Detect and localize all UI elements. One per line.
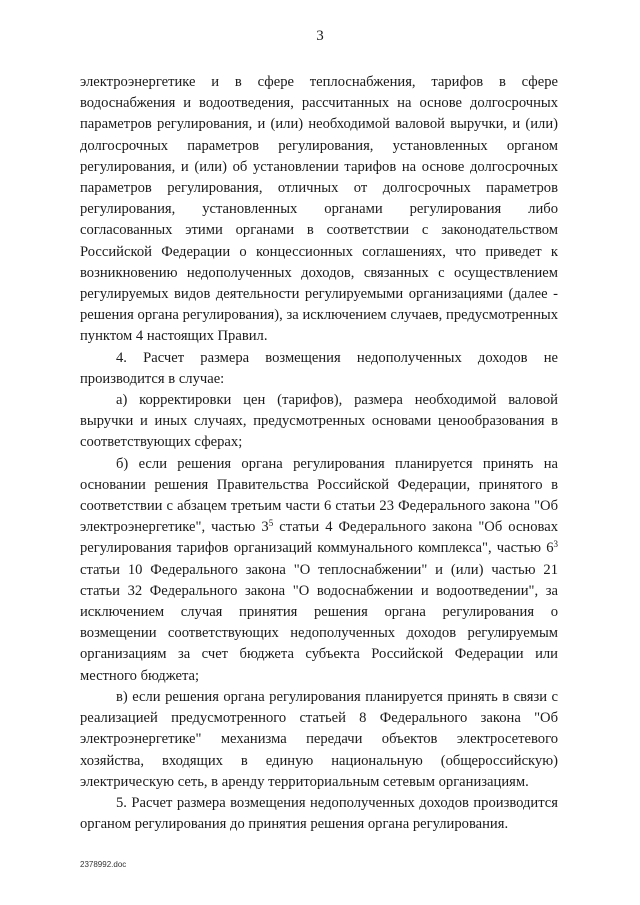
paragraph-text: статьи 10 Федерального закона "О теплоснабжении" и (или) частью 21 статьи 32 Федерального закона "О водоснабжении и водоотведении", за исключением случая принятия решения органа регулирования о возмещении соответствующих недополученных доходов регулируемым организациям за счет бюджета субъекта Российской Федерации или местного бюджета; — [80, 561, 558, 684]
paragraph-text: 5. Расчет размера возмещения недополученных доходов производится органом регулирования до принятия решения органа регулирования. — [80, 794, 558, 833]
paragraph-p4 — [80, 687, 558, 793]
paragraph-text: 4. Расчет размера возмещения недополученных доходов не производится в случае: — [80, 349, 558, 387]
superscript: 3 — [553, 539, 558, 550]
paragraph-text: б) если решения органа регулирования планируется принять на основании решения Правительства Российской Федерации, принятого в соответствии с абзацем третьим части 6 статьи 23 Федерального закона "Об электроэнергетике", частью 3 — [80, 455, 558, 536]
file-name-footer: 2378992.doc — [80, 860, 127, 869]
superscript: 5 — [268, 518, 274, 529]
paragraph-p0 — [80, 72, 558, 348]
paragraph-p1 — [80, 348, 558, 390]
paragraph-text: а) корректировки цен (тарифов), размера необходимой валовой выручки и иных случаях, предусмотренных основами ценообразования в соответствующих сферах; — [80, 392, 558, 451]
page-number: 3 — [316, 28, 324, 44]
paragraph-p3 — [80, 454, 558, 687]
paragraph-text: электроэнергетике и в сфере теплоснабжения, тарифов в сфере водоснабжения и водоотведения, рассчитанных на основе долгосрочных параметров регулирования, и (или) необходимой валовой выручки, и (или) долгосрочных параметров регулирования, установленных органом регулирования, и (или) об установлении тарифов на основе долгосрочных параметров регулирования, отличных от долгосрочных параметров регулирования, установленных органами регулирования либо согласованных этими органами в соответствии с законодательством Российской Федерации о концессионных соглашениях, что приведет к возникновению недополученных доходов, связанных с осуществлением регулируемых видов деятельности регулируемыми организациями (далее - решения органа регулирования), за исключением случаев, предусмотренных пунктом 4 настоящих Правил. — [80, 74, 558, 345]
paragraph-text: в) если решения органа регулирования планируется принять в связи с реализацией предусмотренного статьей 8 Федерального закона "Об электроэнергетике" механизма передачи объектов электросетевого хозяйства, входящих в единую национальную (общероссийскую) электрическую сеть, в аренду территориальным сетевым организациям. — [80, 688, 558, 790]
paragraph-p5 — [80, 793, 558, 835]
paragraph-p2 — [80, 390, 558, 454]
document-body — [80, 72, 558, 835]
paragraph-text: статьи 4 Федерального закона "Об основах регулирования тарифов организаций коммунального комплекса", частью 6 — [80, 519, 558, 557]
